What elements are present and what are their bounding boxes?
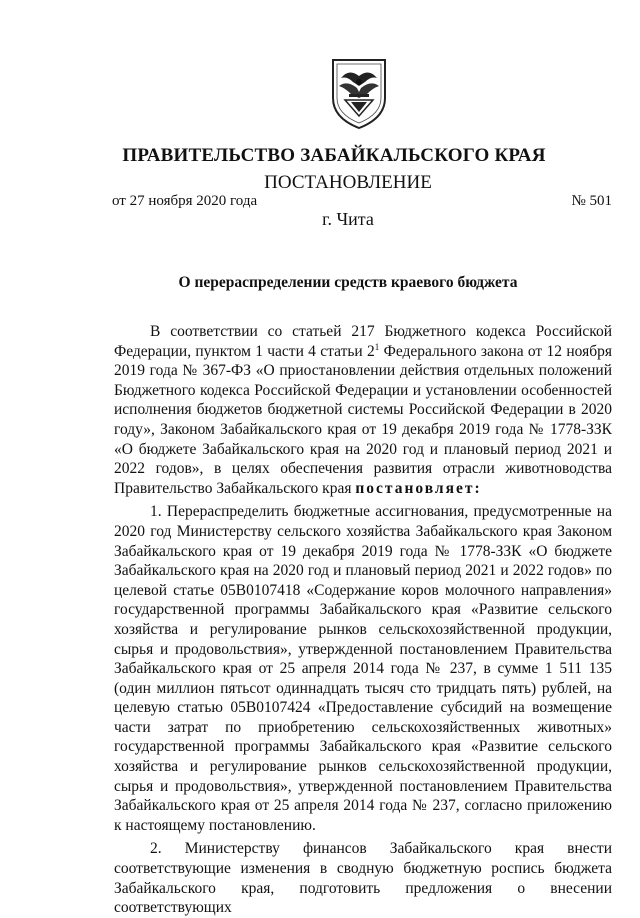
paragraph-1: 1. Перераспределить бюджетные ассигнования, предусмотренные на 2020 год Министерству сельского хозяйства Забайкальского края Законом Забайкальского края от 19 декабря 2019 года № 1778-ЗЗК «О бюджете Забайкальского края на 2020 год и плановый период 2021 и 2022 годов» по целевой статье 05В0107418 «Содержание коров молочного направления» государственной программы Забайкальского края «Развитие сельского хозяйства и регулирование рынков сельскохозяйственной продукции, сырья и продовольствия», утвержденной постановлением Правительства Забайкальского края от 25 апреля 2014 года № 237, в сумме 1 511 135 (один миллион пятьсот одиннадцать тысяч сто тридцать пять) рублей, на целевую статью 05В0107424 «Предоставление субсидий на возмещение части затрат по приобретению сельскохозяйственных животных» государственной программы Забайкальского края «Развитие сельского хозяйства и регулирование рынков сельскохозяйственной продукции, сырья и продовольствия», утвержденной постановлением Правительства Забайкальского края от 25 апреля 2014 года № 237, согласно приложению к настоящему постановлению.	[114, 503, 612, 834]
government-title: ПРАВИТЕЛЬСТВО ЗАБАЙКАЛЬСКОГО КРАЯ	[122, 145, 546, 166]
preamble-text-b: Федерального закона от 12 ноября 2019 года № 367-ФЗ «О приостановлении действия отдельных положений Бюджетного кодекса Российской Федерации и установлении особенностей исполнения бюджетов бюджетной системы Российской Федерации в 2020 году», Законом Забайкальского края от 19 декабря 2019 года № 1778-ЗЗК «О бюджете Забайкальского края на 2020 год и плановый период 2021 и 2022 годов», в целях обеспечения развития отрасли животноводства Правительство Забайкальского края	[114, 342, 612, 497]
document-city: г. Чита	[322, 209, 374, 229]
paragraph-preamble	[114, 322, 612, 498]
document-number: № 501	[571, 193, 612, 209]
document-subject: О перераспределении средств краевого бюджета	[178, 274, 518, 291]
preamble-superscript: 1	[374, 341, 380, 352]
coat-of-arms-icon	[327, 56, 391, 130]
document-date: от 27 ноября 2020 года	[112, 193, 258, 209]
document-body	[114, 322, 612, 918]
document-type: ПОСТАНОВЛЕНИЕ	[264, 172, 432, 193]
preamble-text-a: В соответствии со статьей 217 Бюджетного кодекса Российской Федерации, пунктом 1 части 4 статьи 2	[114, 323, 612, 360]
decree-keyword: постановляет:	[355, 479, 482, 497]
paragraph-2: 2. Министерству финансов Забайкальского края внести соответствующие изменения в сводную бюджетную роспись бюджета Забайкальского края, подготовить предложения о внесении соответствующих	[114, 840, 612, 917]
